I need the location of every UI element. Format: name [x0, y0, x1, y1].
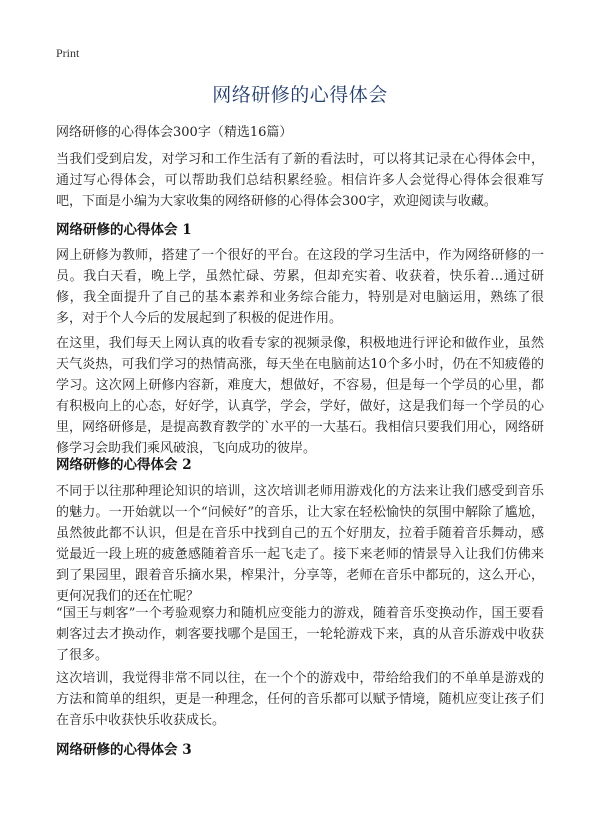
document-subtitle: 网络研修的心得体会300字（精选16篇）	[56, 125, 293, 140]
section-2-paragraph-2: “国王与刺客”一个考验观察力和随机应变能力的游戏，随着音乐变换动作，国王要看刺客过去才换动作，刺客要找哪个是国王，一轮轮游戏下来，真的从音乐游戏中收获了很多。	[56, 606, 544, 663]
section-1-paragraph-1: 网上研修为教师，搭建了一个很好的平台。在这段的学习生活中，作为网络研修的一员。我白天看，晚上学，虽然忙碌、劳累，但却充实着、收获着，快乐着…通过研修，我全面提升了自己的基本素养和业务综合能力，特别是对电脑运用，熟练了很多，对于个人今后的发展起到了积极的促进作用。	[56, 248, 544, 326]
intro-paragraph: 当我们受到启发，对学习和工作生活有了新的看法时，可以将其记录在心得体会中，通过写心得体会，可以帮助我们总结积累经验。相信许多人会觉得心得体会很难写吧，下面是小编为大家收集的网络研修的心得体会300字，欢迎阅读与收藏。	[56, 152, 544, 209]
section-heading-3: 网络研修的心得体会 3	[56, 742, 192, 758]
section-1-paragraph-2: 在这里，我们每天上网认真的收看专家的视频录像，积极地进行评论和做作业，虽然天气炎热，可我们学习的热情高涨，每天坐在电脑前达10个多小时，仍在不知疲倦的学习。这次网上研修内容新，难度大，想做好，不容易，但是每一个学员的心里，都有积极向上的心态，好好学，认真学，学会，学好，做好，这是我们每一个学员的心里，网络研修是，是提高教育教学的`水平的一大基石。我相信只要我们用心，网络研修学习会助我们乘风破浪，飞向成功的彼岸。	[56, 336, 544, 456]
print-label[interactable]: Print	[56, 46, 80, 60]
page-title: 网络研修的心得体会	[212, 84, 388, 106]
section-2-paragraph-1: 不同于以往那种理论知识的培训，这次培训老师用游戏化的方法来让我们感受到音乐的魅力。一开始就以一个“问候好”的音乐，让大家在轻松愉快的氛围中解除了尴尬，虽然彼此都不认识，但是在音乐中找到自己的五个好朋友，拉着手随着音乐舞动，感觉最近一段上班的疲惫感随着音乐一起飞走了。接下来老师的情景导入让我们仿佛来到了果园里，跟着音乐摘水果，榨果汁，分享等，老师在音乐中都玩的，这么开心，更何况我们的还在忙呢？	[56, 484, 544, 604]
section-heading-2: 网络研修的心得体会 2	[56, 457, 192, 473]
section-2-paragraph-3: 这次培训，我觉得非常不同以往，在一个个的游戏中，带给给我们的不单单是游戏的方法和简单的组织，更是一种理念，任何的音乐都可以赋予情境，随机应变让孩子们在音乐中收获快乐收获成长。	[56, 671, 544, 728]
section-heading-1: 网络研修的心得体会 1	[56, 222, 192, 238]
